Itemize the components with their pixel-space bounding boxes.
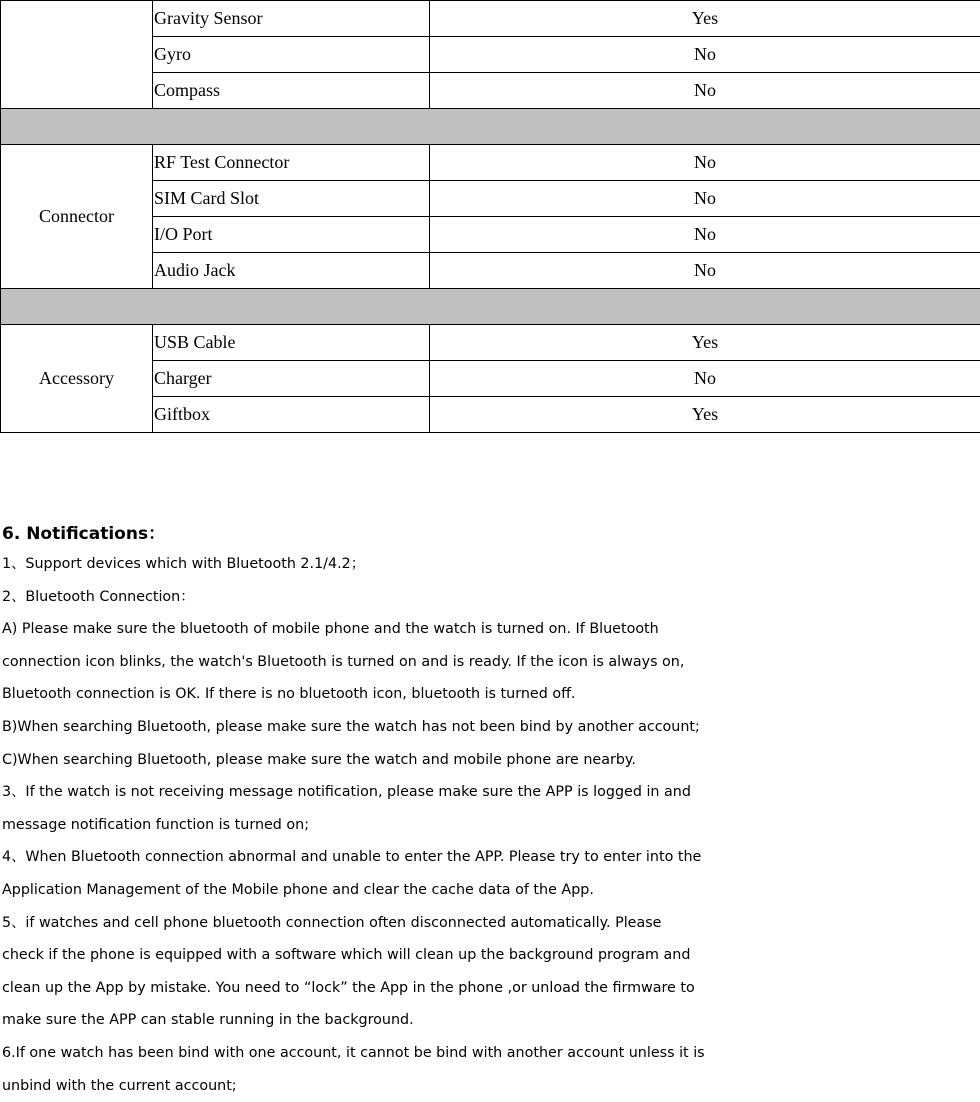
paragraph-line: Application Management of the Mobile phone and clear the cache data of the App. (2, 874, 962, 907)
value-cell: No (430, 253, 980, 289)
paragraph-line: make sure the APP can stable running in the background. (2, 1004, 962, 1037)
separator-row (1, 109, 980, 145)
table-row (1, 325, 980, 361)
feature-cell: RF Test Connector (153, 145, 430, 181)
paragraph-line: check if the phone is equipped with a software which will clean up the background program and (2, 939, 962, 972)
feature-cell: Gyro (153, 37, 430, 73)
paragraph-line: C)When searching Bluetooth, please make sure the watch and mobile phone are nearby. (2, 744, 962, 777)
value-cell: No (430, 145, 980, 181)
value-cell: No (430, 181, 980, 217)
spec-table (0, 0, 980, 433)
paragraph-line: Bluetooth connection is OK. If there is no bluetooth icon, bluetooth is turned off. (2, 678, 962, 711)
value-cell: No (430, 217, 980, 253)
paragraph-line: 3、If the watch is not receiving message notification, please make sure the APP is logged in and (2, 776, 962, 809)
feature-cell: Audio Jack (153, 253, 430, 289)
paragraph-line: B)When searching Bluetooth, please make sure the watch has not been bind by another account; (2, 711, 962, 744)
value-cell: Yes (430, 325, 980, 361)
paragraph-line: 1、Support devices which with Bluetooth 2.1/4.2； (2, 548, 962, 581)
value-cell: No (430, 361, 980, 397)
table-row (1, 1, 980, 37)
feature-cell: Gravity Sensor (153, 1, 430, 37)
feature-cell: Charger (153, 361, 430, 397)
paragraph-line: clean up the App by mistake. You need to “lock” the App in the phone ,or unload the firmware to (2, 972, 962, 1005)
paragraph-line: unbind with the current account; (2, 1070, 962, 1102)
feature-cell: Giftbox (153, 397, 430, 433)
table-row (1, 145, 980, 181)
group-label-accessory: Accessory (1, 325, 153, 433)
feature-cell: USB Cable (153, 325, 430, 361)
paragraph-line: 5、if watches and cell phone bluetooth connection often disconnected automatically. Please (2, 907, 962, 940)
paragraph-line: connection icon blinks, the watch's Bluetooth is turned on and is ready. If the icon is always on, (2, 646, 962, 679)
separator-row (1, 289, 980, 325)
group-label-connector: Connector (1, 145, 153, 289)
separator-cell (1, 109, 980, 145)
feature-cell: SIM Card Slot (153, 181, 430, 217)
value-cell: No (430, 73, 980, 109)
feature-cell: I/O Port (153, 217, 430, 253)
paragraph-line: 6.If one watch has been bind with one account, it cannot be bind with another account unless it is (2, 1037, 962, 1070)
separator-cell (1, 289, 980, 325)
feature-cell: Compass (153, 73, 430, 109)
value-cell: No (430, 37, 980, 73)
group-label-sensor (1, 1, 153, 109)
paragraph-line: 4、When Bluetooth connection abnormal and unable to enter the APP. Please try to enter into the (2, 841, 962, 874)
section-heading: 6. Notifications： (2, 520, 962, 548)
value-cell: Yes (430, 397, 980, 433)
paragraph-line: 2、Bluetooth Connection： (2, 581, 962, 614)
value-cell: Yes (430, 1, 980, 37)
paragraph-line: message notification function is turned on; (2, 809, 962, 842)
notifications-section (2, 520, 962, 1102)
paragraph-line: A) Please make sure the bluetooth of mobile phone and the watch is turned on. If Bluetooth (2, 613, 962, 646)
